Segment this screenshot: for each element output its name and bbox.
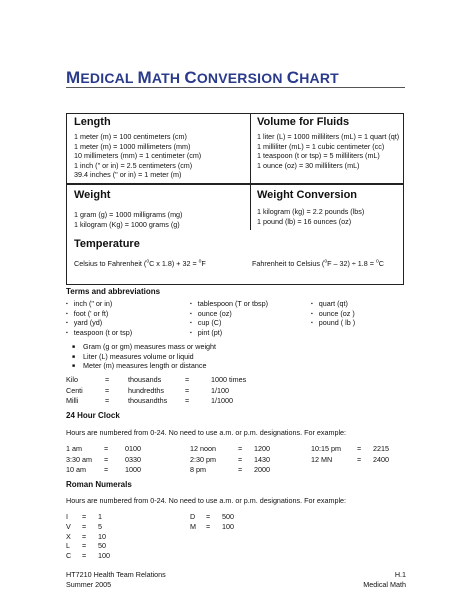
weight-conversion-heading: Weight Conversion (257, 189, 358, 201)
terms-column-3 (311, 299, 355, 328)
term-item: ▪ teaspoon (t or tsp) (66, 328, 132, 338)
term-item: ▪ pound ( lb ) (311, 318, 355, 328)
weight-conversion-line: 1 kilogram (kg) = 2.2 pounds (lbs) (257, 207, 365, 216)
weight-lines (74, 210, 182, 229)
volume-lines (257, 132, 399, 170)
volume-line: 1 milliliter (mL) = 1 cubic centimeter (cc) (257, 141, 385, 151)
fahrenheit-to-celsius: Fahrenheit to Celsius ($^o$F – 32) ÷ 1.8 = $^o$C (252, 258, 384, 268)
footer-doc-title: Medical Math (363, 579, 406, 589)
volume-line: 1 liter (L) = 1000 milliliters (mL) = 1 quart (qt) (257, 132, 400, 141)
footer-page-number: H.1 (394, 570, 406, 579)
roman-table: I = 1 D = 500 V = 5 M = 100 X = 10 L = 50 C = 100 (66, 512, 234, 561)
weight-conversion-line: 1 pound (lb) = 16 ounces (oz) (257, 216, 352, 226)
length-line: 1 inch (" or in) = 2.5 centimeters (cm) (74, 160, 193, 170)
measure-item: ■ Meter (m) measures length or distance (72, 361, 216, 371)
roman-note: Hours are numbered from 0-24. No need to use a.m. or p.m. designations. For example: (66, 496, 347, 505)
terms-column-2 (190, 299, 268, 337)
term-item: ▪ tablespoon (T or tbsp) (190, 299, 268, 309)
clock-note: Hours are numbered from 0-24. No need to use a.m. or p.m. designations. For example: (66, 428, 347, 437)
footer-course: HT7210 Health Team Relations (66, 570, 166, 579)
length-line: 1 meter (m) = 1000 millimeters (mm) (74, 141, 191, 151)
volume-line: 1 teaspoon (t or tsp) = 5 milliliters (mL) (257, 151, 380, 161)
term-item: ▪ foot (' or ft) (66, 309, 132, 319)
table-divider-vertical (250, 113, 251, 230)
volume-line: 1 ounce (oz) = 30 milliliters (mL) (257, 160, 360, 170)
weight-line: 1 kilogram (Kg) = 1000 grams (g) (74, 219, 180, 229)
weight-conversion-lines (257, 207, 364, 226)
length-line: 39.4 inches (" or in) = 1 meter (m) (74, 170, 182, 180)
term-item: ▪ ounce (oz ) (311, 309, 355, 319)
term-item: ▪ inch (" or in) (66, 299, 132, 309)
footer-left (66, 570, 166, 589)
terms-heading: Terms and abbreviations (66, 287, 161, 296)
measures-list (72, 342, 216, 371)
celsius-to-fahrenheit: Celsius to Fahrenheit ($^o$C x 1.8) + 32 = $^o$F (74, 258, 206, 268)
length-line: 1 meter (m) = 100 centimeters (cm) (74, 132, 187, 141)
length-line: 10 millimeters (mm) = 1 centimeter (cm) (74, 151, 202, 161)
roman-heading: Roman Numerals (66, 480, 132, 489)
weight-line: 1 gram (g) = 1000 milligrams (mg) (74, 210, 183, 219)
table-divider-horizontal (66, 183, 404, 185)
volume-heading: Volume for Fluids (257, 116, 350, 128)
term-item: ▪ ounce (oz) (190, 309, 268, 319)
weight-heading: Weight (74, 189, 111, 201)
footer-right (363, 570, 406, 589)
page-title: MEDICAL MATH CONVERSION CHART (66, 68, 339, 87)
length-lines (74, 132, 201, 180)
term-item: ▪ cup (C) (190, 318, 268, 328)
temperature-heading: Temperature (74, 238, 140, 250)
measure-item: ■ Liter (L) measures volume or liquid (72, 352, 216, 362)
title-underline (66, 87, 405, 88)
measure-item: ■ Gram (g or gm) measures mass or weight (72, 342, 216, 352)
footer-term: Summer 2005 (66, 579, 112, 589)
term-item: ▪ yard (yd) (66, 318, 132, 328)
term-item: ▪ quart (qt) (311, 299, 355, 309)
prefix-table: Kilo = thousands = 1000 times Centi = hundredths = 1/100 Milli = thousandths = 1/1000 (66, 375, 247, 405)
clock-heading: 24 Hour Clock (66, 411, 120, 420)
terms-column-1 (66, 299, 132, 337)
clock-table: 1 am = 0100 12 noon = 1200 10:15 pm = 2215 3:30 am = 0330 2:30 pm = 1430 12 MN = 2400 10 am = 1000 8 pm = 2000 (66, 444, 389, 474)
term-item: ▪ pint (pt) (190, 328, 268, 338)
length-heading: Length (74, 116, 111, 128)
